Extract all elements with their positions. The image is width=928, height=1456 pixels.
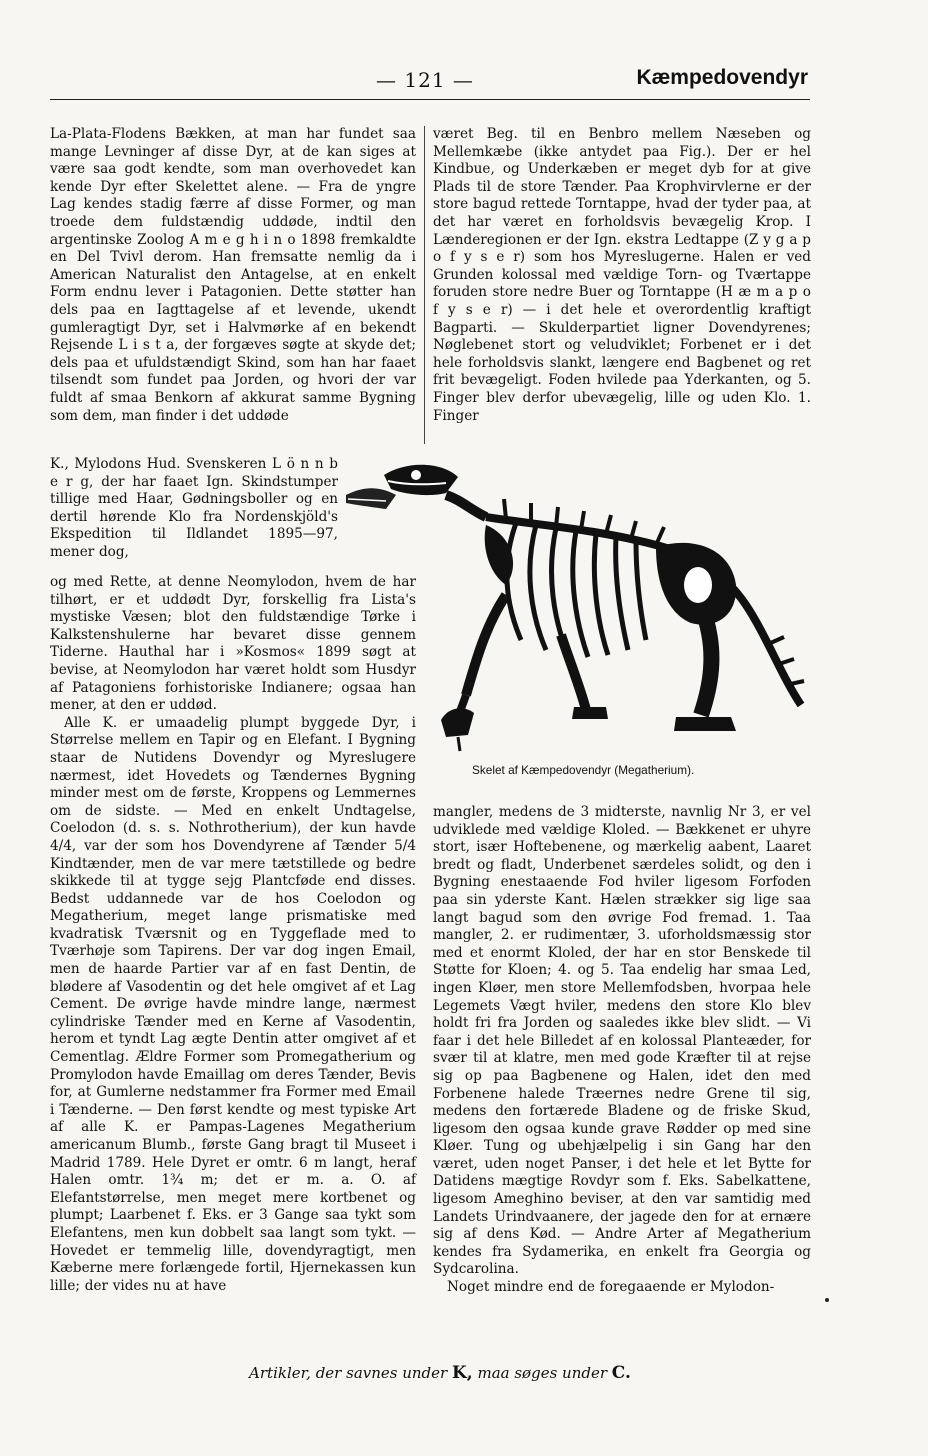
right-paragraph-1: været Beg. til en Benbro mellem Næseben og Mellemkæbe (ikke antydet paa Fig.). Der er hel Kindbue, og Underkæben er meget dyb for at give Plads til de store Tænder. Paa Krophvirvlerne er der store bagud rettede Torntappe, hvad der tyder paa, at det har været en forholdsvis bevægelig Krop. I Lænderegionen er der Ign. ekstra Ledtappe (Z y g a p o f y s e r) som hos Myreslugerne. Halen er ved Grunden kolossal med vældige Torn- og Tværtappe foruden store nedre Buer og Torntappe (H æ m a p o f y s e r) — i det hele et overordentlig kraftigt Bagparti. — Skulderpartiet ligner Dovendyrenes; Nøglebenet stort og veludviklet; Forbenet er i det hele forholdsvis slankt, længere end Bagbenet og ret frit bevægeligt. Foden hvilede paa Yderkanten, og 5. Finger blev derfor ubevægelig, lille og uden Klo. 1. Finger bbox=[433, 126, 811, 424]
running-title: Kæmpedovendyr bbox=[636, 66, 808, 89]
footer-k: K, bbox=[452, 1363, 473, 1383]
left-paragraph-2: K., Mylodons Hud. Svenskeren L ö n n b e r g, der har faaet Ign. Skindstumper tillige med Haar, Gødningsboller og en dertil hørende Klo fra Nordenskjöld's Ekspedition til Ildlandet 1895—97, mener dog, bbox=[50, 456, 338, 560]
right-paragraph-2: mangler, medens de 3 midterste, navnlig Nr 3, er vel udviklede med vældige Kloled. — Bækkenet er uhyre stort, især Hoftebenene, og mærkelig aabent, Laaret bredt og fladt, Underbenet særdeles solidt, og den i Bygning enestaaende Fod hviler ligesom Forfoden paa sin yderste Kant. Hælen strækker sig lige saa langt bagud som den øvrige Fod fremad. 1. Taa mangler, 2. er rudimentær, 3. uforholdsmæssig stor med et enormt Kloled, der har en stor Benskede til Støtte for Kloen; 4. og 5. Taa endelig har smaa Led, ingen Kløer, men store Mellemfodsben, hvorpaa hele Legemets Vægt hviler, medens den store Klo blev holdt fri fra Jorden og saaledes ikke blev slidt. — Vi faar i det hele Billedet af en kolossal Planteæder, for svær til at klatre, men med gode Kræfter til at rejse sig op paa Bagbenene og Halen, idet den med Forbenene halede Træernes nedre Grene til sig, medens den fortærede Bladene og de friske Skud, ligesom den ogsaa kunde grave Rødder op med sine Kløer. Tung og ubehjælpelig i sin Gang har den været, uden noget Panser, i det hele et let Bytte for Datidens mægtige Rovdyr som f. Eks. Sabelkattene, ligesom Ameghino beviser, at den var samtidig med Landets Urindvaanere, der jagede den for at ernære sig af dens Kød. — Andre Arter af Megatherium kendes fra Sydamerika, en enkelt fra Georgia og Sydcarolina. bbox=[433, 804, 811, 1278]
figure-caption: Skelet af Kæmpedovendyr (Megatherium). bbox=[472, 763, 695, 777]
footer-mid: maa søges under bbox=[477, 1364, 608, 1382]
right-paragraph-3: Noget mindre end de foregaaende er Mylodon- bbox=[447, 1279, 775, 1296]
footer-c: C. bbox=[611, 1363, 631, 1383]
page-number: — 121 — bbox=[376, 68, 474, 92]
column-divider bbox=[424, 126, 425, 444]
left-column-wrap bbox=[50, 456, 338, 562]
megatherium-skeleton-figure bbox=[336, 455, 816, 755]
left-paragraph-3: og med Rette, at denne Neomylodon, hvem de har tilhørt, er et uddødt Dyr, forskellig fra Lista's mystiske Væsen; blot den fuldstændige Tørke i Kalkstenshulerne har bevaret disse gennem Tiderne. Hauthal har i »Kosmos« 1899 søgt at bevise, at Neomylodon har været holdt som Husdyr af Patagoniens forhistoriske Indianere; ogsaa han mener, at den er uddød. bbox=[50, 574, 416, 714]
left-paragraph-4: Alle K. er umaadelig plumpt byggede Dyr, i Størrelse mellem en Tapir og en Elefant. I Bygning staar de Nutidens Dovendyr og Myreslugere nærmest, idet Hovedets og Tændernes Bygning minder mest om de første, Kroppens og Lemmernes om de sidste. — Med en enkelt Undtagelse, Coelodon (d. s. s. Nothrotherium), der kun havde 4/4, var der som hos Dovendyrene af Tænder 5/4 Kindtænder, men de var mere tætstillede og bedre skikkede til at tygge sejg Plantcføde end disses. Bedst uddannede var de hos Coelodon og Megatherium, meget lange prismatiske med kvadratisk Tværsnit og en Tyggeflade med to Tværhøje som Tapirens. Der var dog ingen Email, men de haarde Partier var af en fast Dentin, de blødere af Vasodentin og det hele omgivet af et Lag Cement. De øvrige havde mindre lange, nærmest cylindriske Tænder med en Kerne af Vasodentin, herom et tyndt Lag ægte Dentin atter omgivet af et Cementlag. Ældre Former som Promegatherium og Promylodon havde Emaillag om deres Tænder, Bevis for, at Gumlerne nedstammer fra Former med Email i Tænderne. — Den først kendte og mest typiske Art af alle K. er Pampas-Lagenes Megatherium americanum Blumb., første Gang bragt til Museet i Madrid 1789. Hele Dyret er omtr. 6 m langt, heraf Halen omtr. 1¾ m; det er m. a. O. af Elefantstørrelse, men meget mere kortbenet og plumpt; Laarbenet f. Eks. er 3 Gange saa tykt som Elefantens, men kun dobbelt saa langt som tykt. — Hovedet er temmelig lille, dovendyragtigt, men Kæberne mere forlængede fortil, Hjernekassen kun lille; der vides nu at have bbox=[50, 714, 416, 1294]
footer-text: Artikler, der savnes under bbox=[249, 1364, 448, 1382]
margin-mark bbox=[825, 1298, 829, 1302]
footer-note bbox=[0, 1363, 880, 1383]
skeleton-illustration bbox=[336, 455, 816, 755]
right-column-top bbox=[433, 126, 811, 425]
left-paragraph-1: La-Plata-Flodens Bækken, at man har fundet saa mange Levninger af disse Dyr, at de kan siges at være saa godt kendte, som man overhovedet kan kende Dyr efter Skelettet alene. — Fra de yngre Lag kendes stadig færre af disse Former, og man troede dem fuldstændig uddøde, indtil den argentinske Zoolog A m e g h i n o 1898 fremkaldte en Del Tvivl derom. Han fremsatte nemlig da i American Naturalist den Antagelse, at en enkelt Form endnu lever i Patagonien. Dette støtter han dels paa en Iagttagelse af et levende, ukendt gumleragtigt Dyr, set i Halvmørke af en bekendt Rejsende L i s t a, der forgæves søgte at skyde det; dels paa et ufuldstændigt Skind, som han har faaet tilsendt som fundet paa Jorden, og hvori der var fuldt af smaa Benkorn af akkurat samme Bygning som dem, man finder i det uddøde bbox=[50, 126, 416, 424]
header-rule bbox=[50, 99, 810, 100]
left-column-top bbox=[50, 126, 416, 425]
right-column-bottom bbox=[433, 804, 811, 1297]
